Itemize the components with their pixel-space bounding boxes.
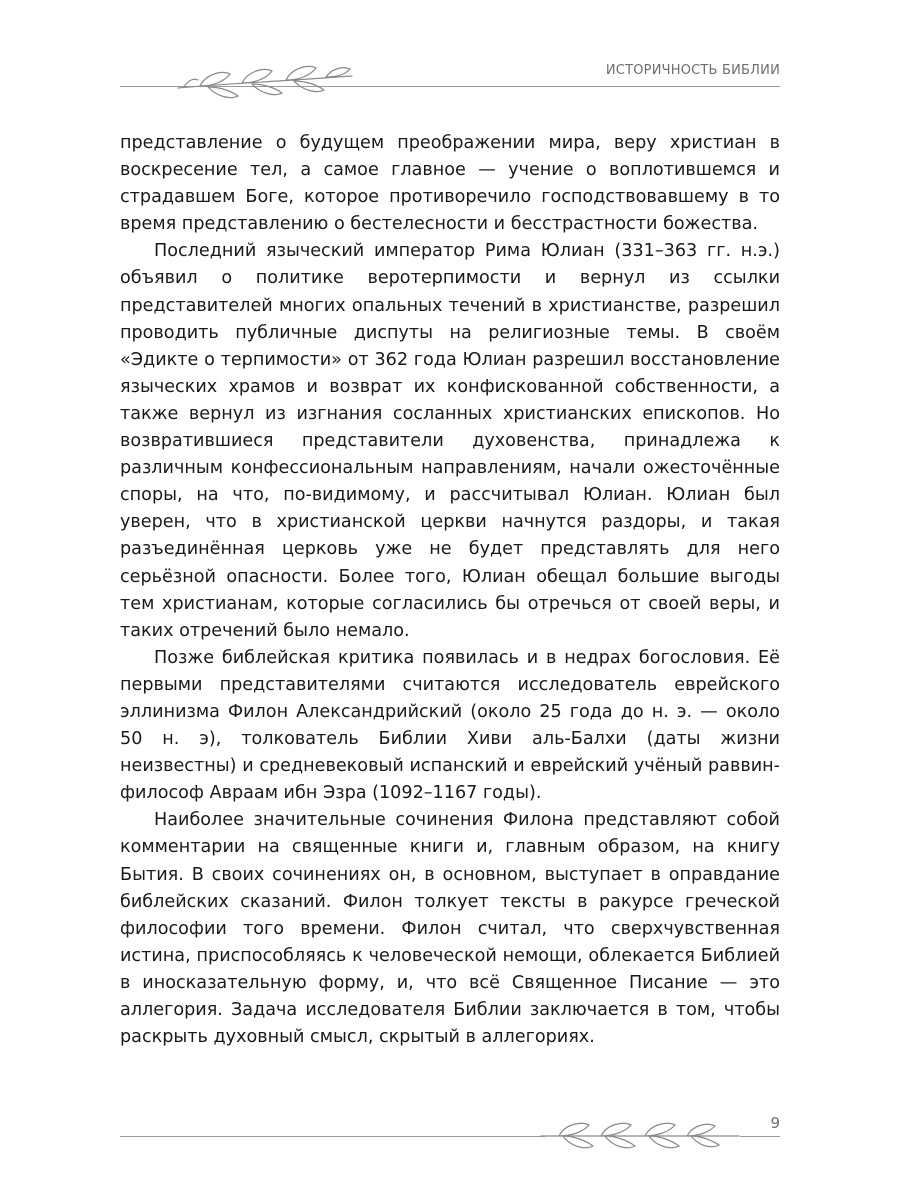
paragraph: Последний языческий император Рима Юлиан (331–363 гг. н.э.) объявил о политике веротерпимости и вернул из ссылки представителей многих опальных течений в христианстве, разрешил проводить публичные диспуты на религиозные темы. В своём «Эдикте о терпимости» от 362 года Юлиан разрешил восстановление языческих храмов и возврат их конфискованной собственности, а также вернул из изгнания сосланных христианских епископов. Но возвратившиеся представители духовенства, принадлежа к различным конфессиональным направлениям, начали ожесточённые споры, на что, по-видимому, и рассчитывал Юлиан. Юлиан был уверен, что в христианской церкви начнутся раздоры, и такая разъединённая церковь уже не будет представлять для него серьёзной опасности. Более того, Юлиан обещал большие выгоды тем христианам, которые согласились бы отречься от своей веры, и таких отречений было немало. [120, 241, 780, 641]
paragraph: представление о будущем преображении мира, веру христиан в воскресение тел, а самое главное — учение о воплотившемся и страдавшем Боге, которое противоречило господствовавшему в то время представлению о бестелесности и бесстрастности божества. [120, 133, 780, 235]
laurel-branch-icon [170, 56, 360, 108]
running-head: ИСТОРИЧНОСТЬ БИБЛИИ [605, 63, 780, 78]
paragraph: Позже библейская критика появилась и в недрах богословия. Её первыми представителями считаются исследователь еврейского эллинизма Филон Александрийский (около 25 года до н. э. — около 50 н. э), толкователь Библии Хиви аль-Балхи (даты жизни неизвестны) и средневековый испанский и еврейский учёный раввин-философ Авраам ибн Эзра (1092–1167 годы). [120, 647, 780, 804]
page-number: 9 [770, 1114, 780, 1132]
body-text [120, 130, 780, 1051]
footer-rule [740, 1136, 780, 1137]
laurel-branch-icon [535, 1110, 745, 1162]
paragraph: Наиболее значительные сочинения Филона представляют собой комментарии на священные книги и, главным образом, на книгу Бытия. В своих сочинениях он, в основном, выступает в оправдание библейских сказаний. Филон толкует тексты в ракурсе греческой философии того времени. Филон считал, что сверхчувственная истина, приспособляясь к человеческой немощи, облекается Библией в иносказательную форму, и, что всё Священное Писание — это аллегория. Задача исследователя Библии заключается в том, чтобы раскрыть духовный смысл, скрытый в аллегориях. [120, 810, 780, 1048]
footer-rule [120, 1136, 545, 1137]
